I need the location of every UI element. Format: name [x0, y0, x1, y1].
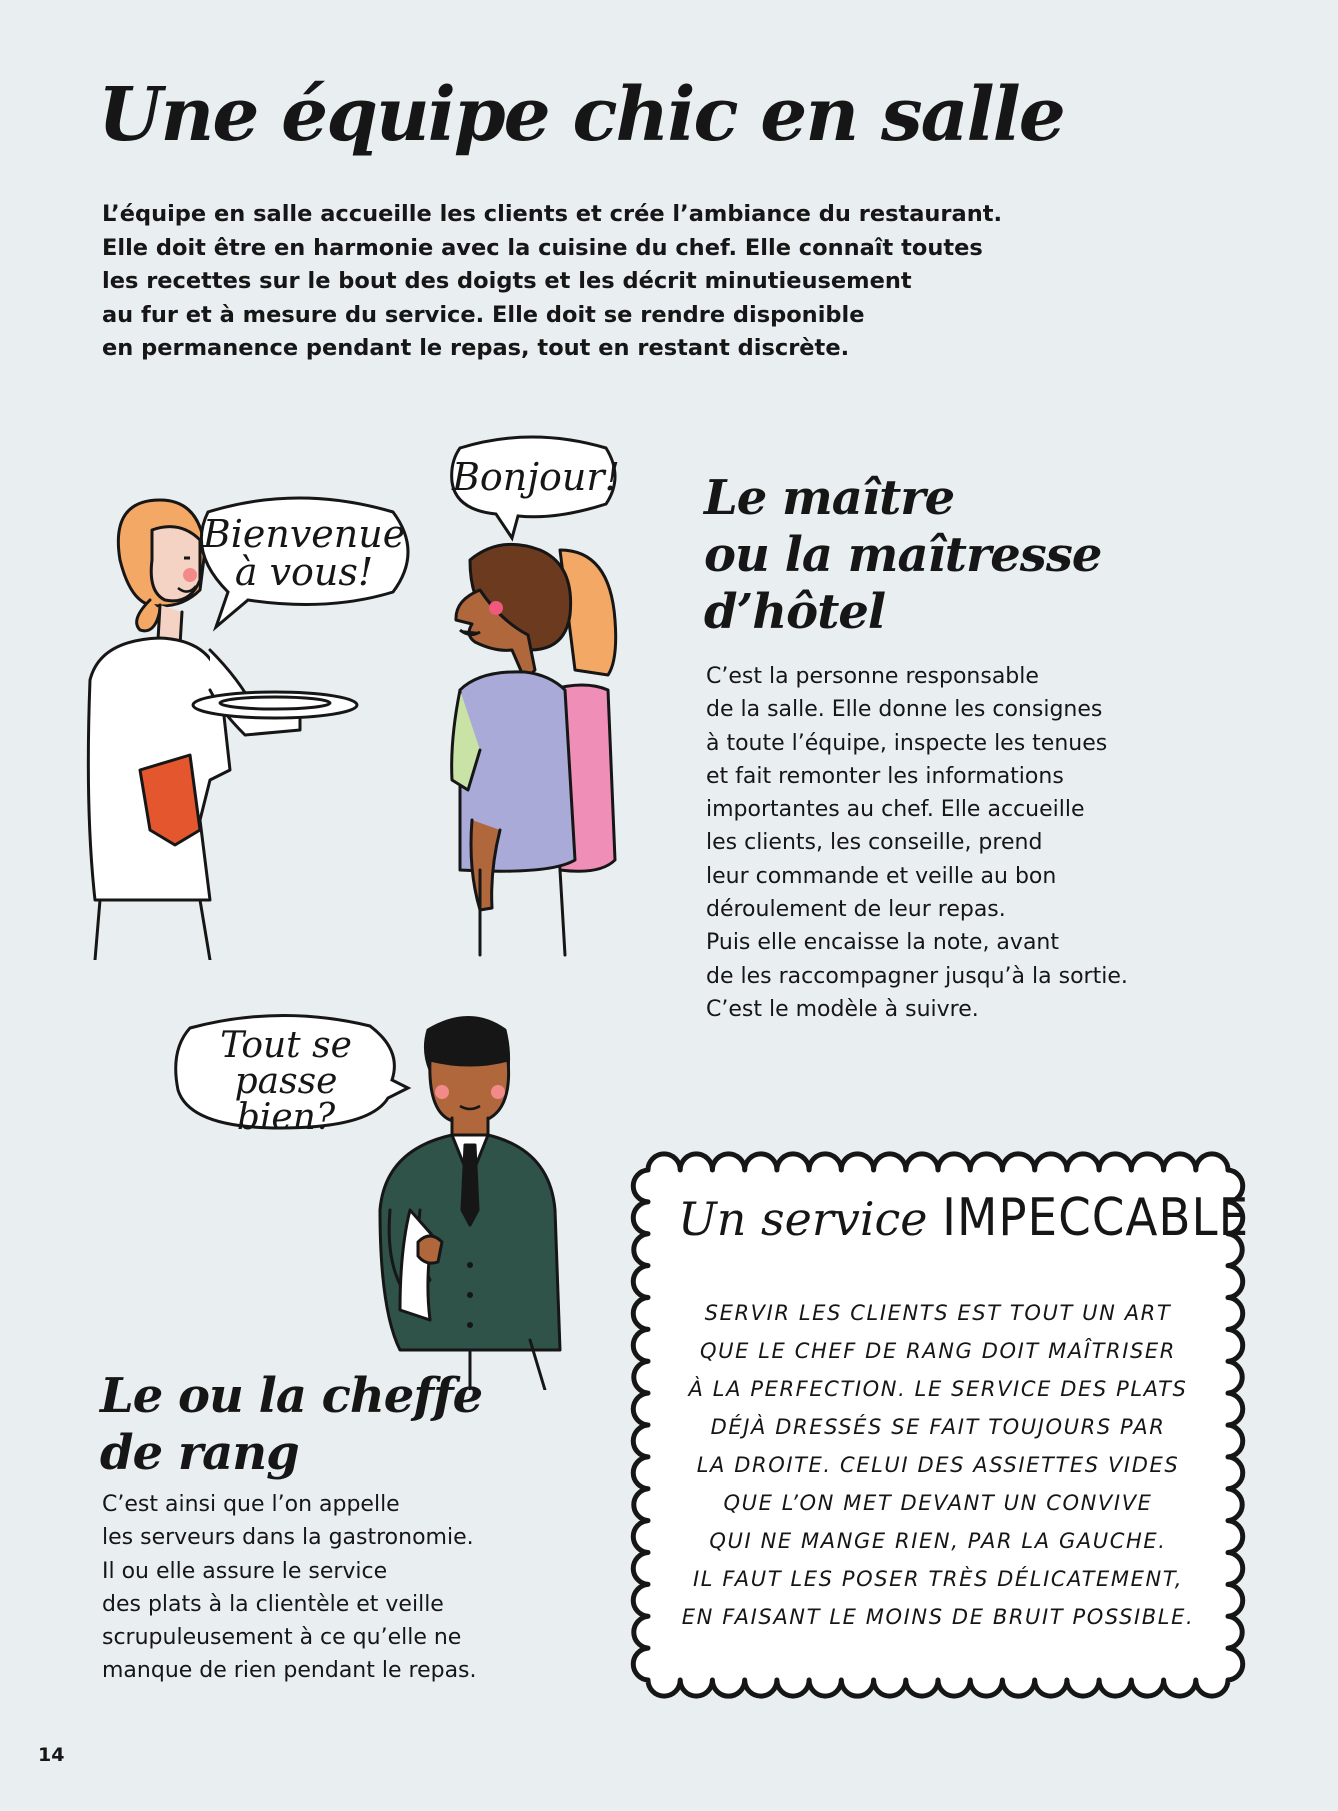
intro-line: les recettes sur le bout des doigts et les décrit minutieusement: [102, 268, 912, 294]
intro-line: L’équipe en salle accueille les clients et crée l’ambiance du restaurant.: [102, 201, 1003, 227]
guests-illustration: [440, 540, 640, 960]
bubble-bonjour-text: Bonjour!: [452, 455, 620, 499]
maitre-description: C’est la personne responsable de la salle. Elle donne les consignes à toute l’équipe, inspecte les tenues et fait remonter les informations importantes au chef. Elle accueille les clients, les conseille, prend leur commande et veille au bon déroulement de leur repas. Puis elle encaisse la note, avant de les raccompagner jusqu’à la sortie. C’est le modèle à suivre.: [706, 664, 1128, 1022]
maitre-heading: Le maître ou la maîtresse d’hôtel: [704, 470, 1102, 640]
waiter-illustration: [370, 1010, 570, 1390]
page-title: Une équipe chic en salle: [98, 72, 1064, 158]
page-number: 14: [38, 1744, 65, 1766]
intro-line: Elle doit être en harmonie avec la cuisine du chef. Elle connaît toutes: [102, 234, 983, 261]
impeccable-word: IMPECCABLE: [942, 1188, 1250, 1248]
bubble-tout-text: Tout se passe bien?: [220, 1025, 352, 1138]
bubble-bienvenue-text: Bienvenue à vous!: [202, 512, 406, 594]
cheffe-description: C’est ainsi que l’on appelle les serveurs dans la gastronomie. Il ou elle assure le service des plats à la clientèle et veille scrupuleusement à ce qu’elle ne manque de rien pendant le repas.: [102, 1492, 477, 1684]
intro-line: au fur et à mesure du service. Elle doit se rendre disponible: [102, 301, 865, 328]
intro-line: en permanence pendant le repas, tout en restant discrète.: [102, 335, 850, 361]
intro-paragraph: [102, 198, 1022, 366]
cheffe-heading: Le ou la cheffe de rang: [100, 1368, 483, 1481]
service-box-text: SERVIR LES CLIENTS EST TOUT UN ART QUE LE CHEF DE RANG DOIT MAÎTRISER À LA PERFECTION. LE SERVICE DES PLATS DÉJÀ DRESSÉS SE FAIT TOUJOURS PAR LA DROITE. CELUI DES ASSIETTES VIDES QUE L’ON MET DEVANT UN CONVIVE QUI NE MANGE RIEN, PAR LA GAUCHE. IL FAUT LES POSER TRÈS DÉLICATEMENT, EN FAISANT LE MOINS DE BRUIT POSSIBLE.: [681, 1301, 1195, 1629]
service-box-title: Un service IMPECCABLE: [678, 1188, 1250, 1248]
